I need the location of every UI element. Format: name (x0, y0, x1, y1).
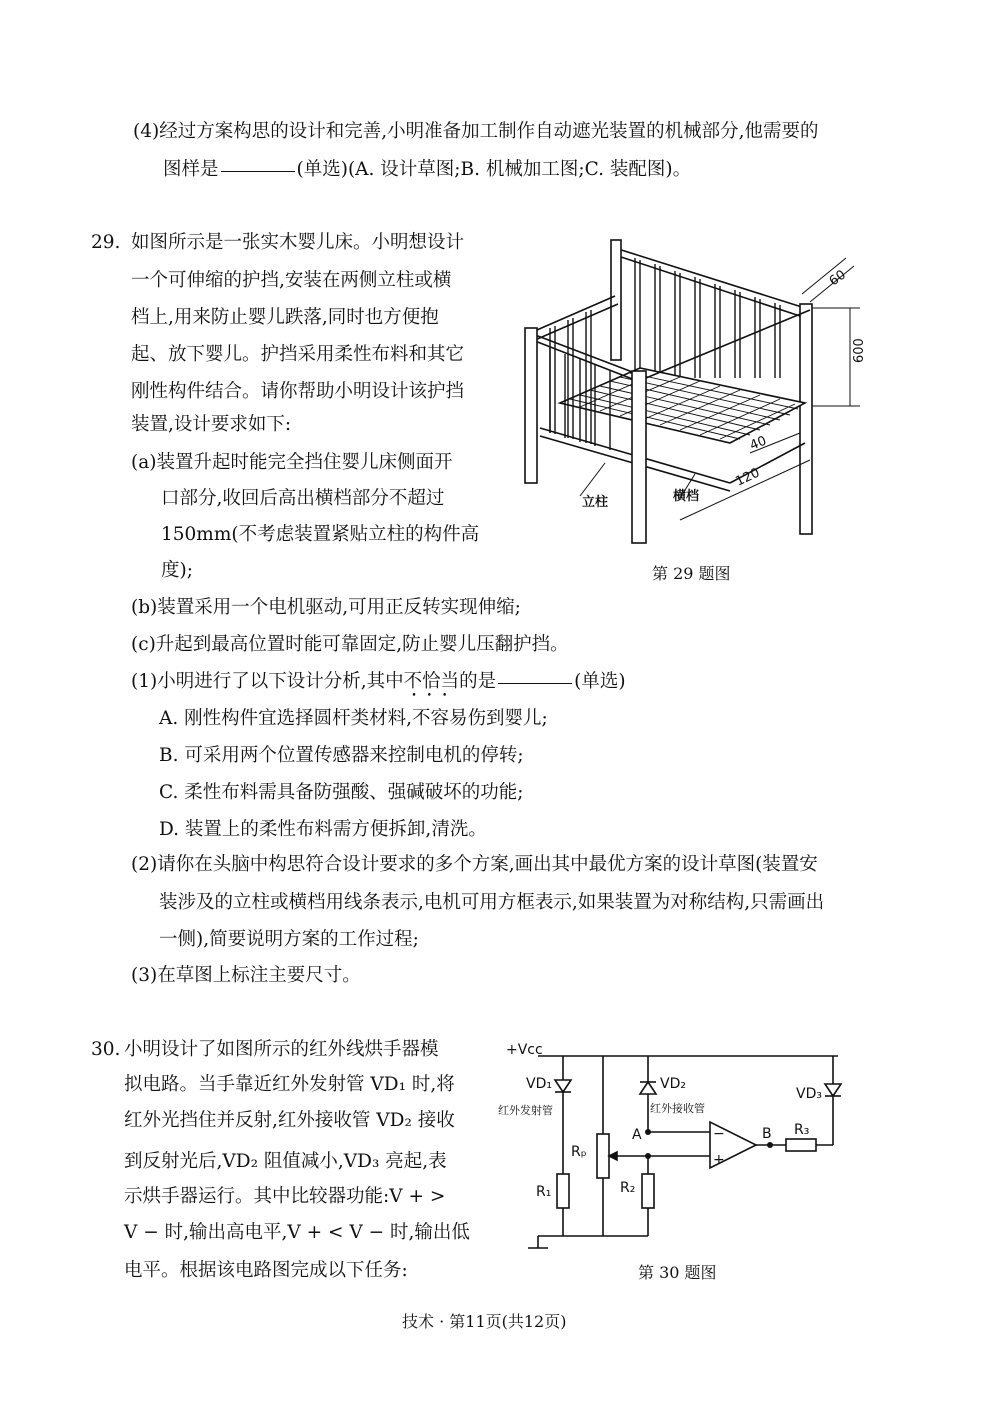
q29-sub1-type: (单选) (574, 671, 626, 692)
q28-item4-options: (单选)(A. 设计草图;B. 机械加工图;C. 装配图)。 (296, 159, 692, 180)
q29-intro-line: 档上,用来防止婴儿跌落,同时也方便抱 (131, 307, 439, 328)
q28-item4-prefix: 图样是 (163, 159, 219, 180)
emphasis-dots: ••• (411, 691, 458, 701)
q29-sub2-line: 一侧),简要说明方案的工作过程; (159, 929, 419, 950)
q29-option-d: D. 装置上的柔性布料需方便拆卸,清洗。 (159, 819, 487, 840)
q30-text-line: 小明设计了如图所示的红外线烘手器模 (124, 1039, 439, 1060)
q29-req-a-line: 度); (161, 560, 193, 581)
q28-item4-line1: (4)经过方案构思的设计和完善,小明准备加工制作自动遮光装置的机械部分,他需要的 (133, 121, 819, 142)
node-b-dot (767, 1142, 773, 1148)
vd2-desc: 红外接收管 (650, 1102, 705, 1115)
q29-sub1 (131, 671, 626, 701)
vd2-label: VD₂ (660, 1076, 686, 1092)
node-b-label: B (762, 1126, 772, 1142)
q29-sub2-line: (2)请你在头脑中构思符合设计要求的多个方案,画出其中最优方案的设计草图(装置安 (131, 854, 818, 875)
dim-40-label: 40 (747, 433, 769, 454)
answer-blank (498, 682, 572, 684)
q29-sub1-emphasis-text: 不恰当 (403, 671, 460, 692)
answer-blank (221, 170, 295, 172)
q30-text-line: 红外光挡住并反射,红外接收管 VD₂ 接收 (124, 1110, 455, 1131)
q29-requirement-b: (b)装置采用一个电机驱动,可用正反转实现伸缩; (131, 597, 521, 618)
q28-item4-line2 (163, 161, 691, 180)
label-post: 立柱 (582, 495, 609, 510)
q29-intro-line: 如图所示是一张实木婴儿床。小明想设计 (131, 232, 465, 253)
comparator-minus: − (713, 1126, 725, 1142)
dim-60-label: 60 (826, 267, 849, 290)
q29-intro-line: 一个可伸缩的护挡,安装在两侧立柱或横 (131, 270, 452, 291)
vd3-label: VD₃ (796, 1086, 822, 1102)
node-a-label: A (632, 1127, 642, 1143)
page-footer: 技术 · 第11页(共12页) (402, 1312, 567, 1331)
q29-option-c: C. 柔性布料需具备防强酸、强碱破坏的功能; (159, 782, 524, 803)
q29-sub2-line: 装涉及的立柱或横档用线条表示,电机可用方框表示,如果装置为对称结构,只需画出 (159, 892, 825, 913)
q30-figure-caption: 第 30 题图 (638, 1263, 717, 1282)
node-a-dot (645, 1129, 651, 1135)
vcc-label: +Vcc (506, 1042, 543, 1058)
label-rail: 横档 (673, 489, 700, 504)
r3-label: R₃ (794, 1122, 810, 1138)
junction-dot (645, 1153, 651, 1159)
q30-text-line: 电平。根据该电路图完成以下任务: (124, 1260, 408, 1281)
q29-option-a: A. 刚性构件宜选择圆杆类材料,不容易伤到婴儿; (159, 708, 548, 729)
q29-number: 29. (91, 232, 121, 253)
vd1-label: VD₁ (526, 1076, 552, 1092)
circuit-figure (498, 1036, 878, 1258)
q29-option-b: B. 可采用两个位置传感器来控制电机的停转; (159, 745, 524, 766)
q30-text-line: V − 时,输出高电平,V + < V − 时,输出低 (124, 1222, 470, 1243)
r1-label: R₁ (536, 1184, 552, 1200)
q29-intro-line: 刚性构件结合。请你帮助小明设计该护挡 (131, 381, 465, 402)
q29-requirement-c: (c)升起到最高位置时能可靠固定,防止婴儿压翻护挡。 (131, 634, 569, 655)
vd1-desc: 红外发射管 (498, 1104, 553, 1117)
q29-sub1-text: (1)小明进行了以下设计分析,其中 (131, 671, 404, 692)
q29-req-a-line: 口部分,收回后高出横档部分不超过 (161, 488, 445, 509)
q29-req-a-line: 150mm(不考虑装置紧贴立柱的构件高 (161, 524, 480, 545)
q29-figure-caption: 第 29 题图 (652, 564, 731, 583)
q29-sub3: (3)在草图上标注主要尺寸。 (131, 965, 361, 986)
q29-intro-line: 装置,设计要求如下: (131, 414, 292, 435)
q30-text-line: 到反射光后,VD₂ 阻值减小,VD₃ 亮起,表 (124, 1151, 447, 1172)
q30-text-line: 示烘手器运行。其中比较器功能:V + > (124, 1186, 446, 1207)
comparator-plus: + (713, 1152, 725, 1168)
q30-text-line: 拟电路。当手靠近红外发射管 VD₁ 时,将 (124, 1074, 455, 1095)
q29-sub1-emphasis (403, 671, 460, 701)
q29-intro-line: 起、放下婴儿。护挡采用柔性布料和其它 (131, 344, 465, 365)
rp-label: Rₚ (571, 1144, 587, 1160)
q29-sub1-text2: 的是 (459, 671, 497, 692)
q29-req-a-line: (a)装置升起时能完全挡住婴儿床侧面开 (131, 452, 453, 473)
q30-number: 30. (91, 1039, 121, 1060)
dim-600-label: 600 (852, 338, 867, 363)
crib-figure (520, 228, 870, 558)
r2-label: R₂ (620, 1180, 636, 1196)
dim-120-label: 120 (733, 465, 763, 490)
